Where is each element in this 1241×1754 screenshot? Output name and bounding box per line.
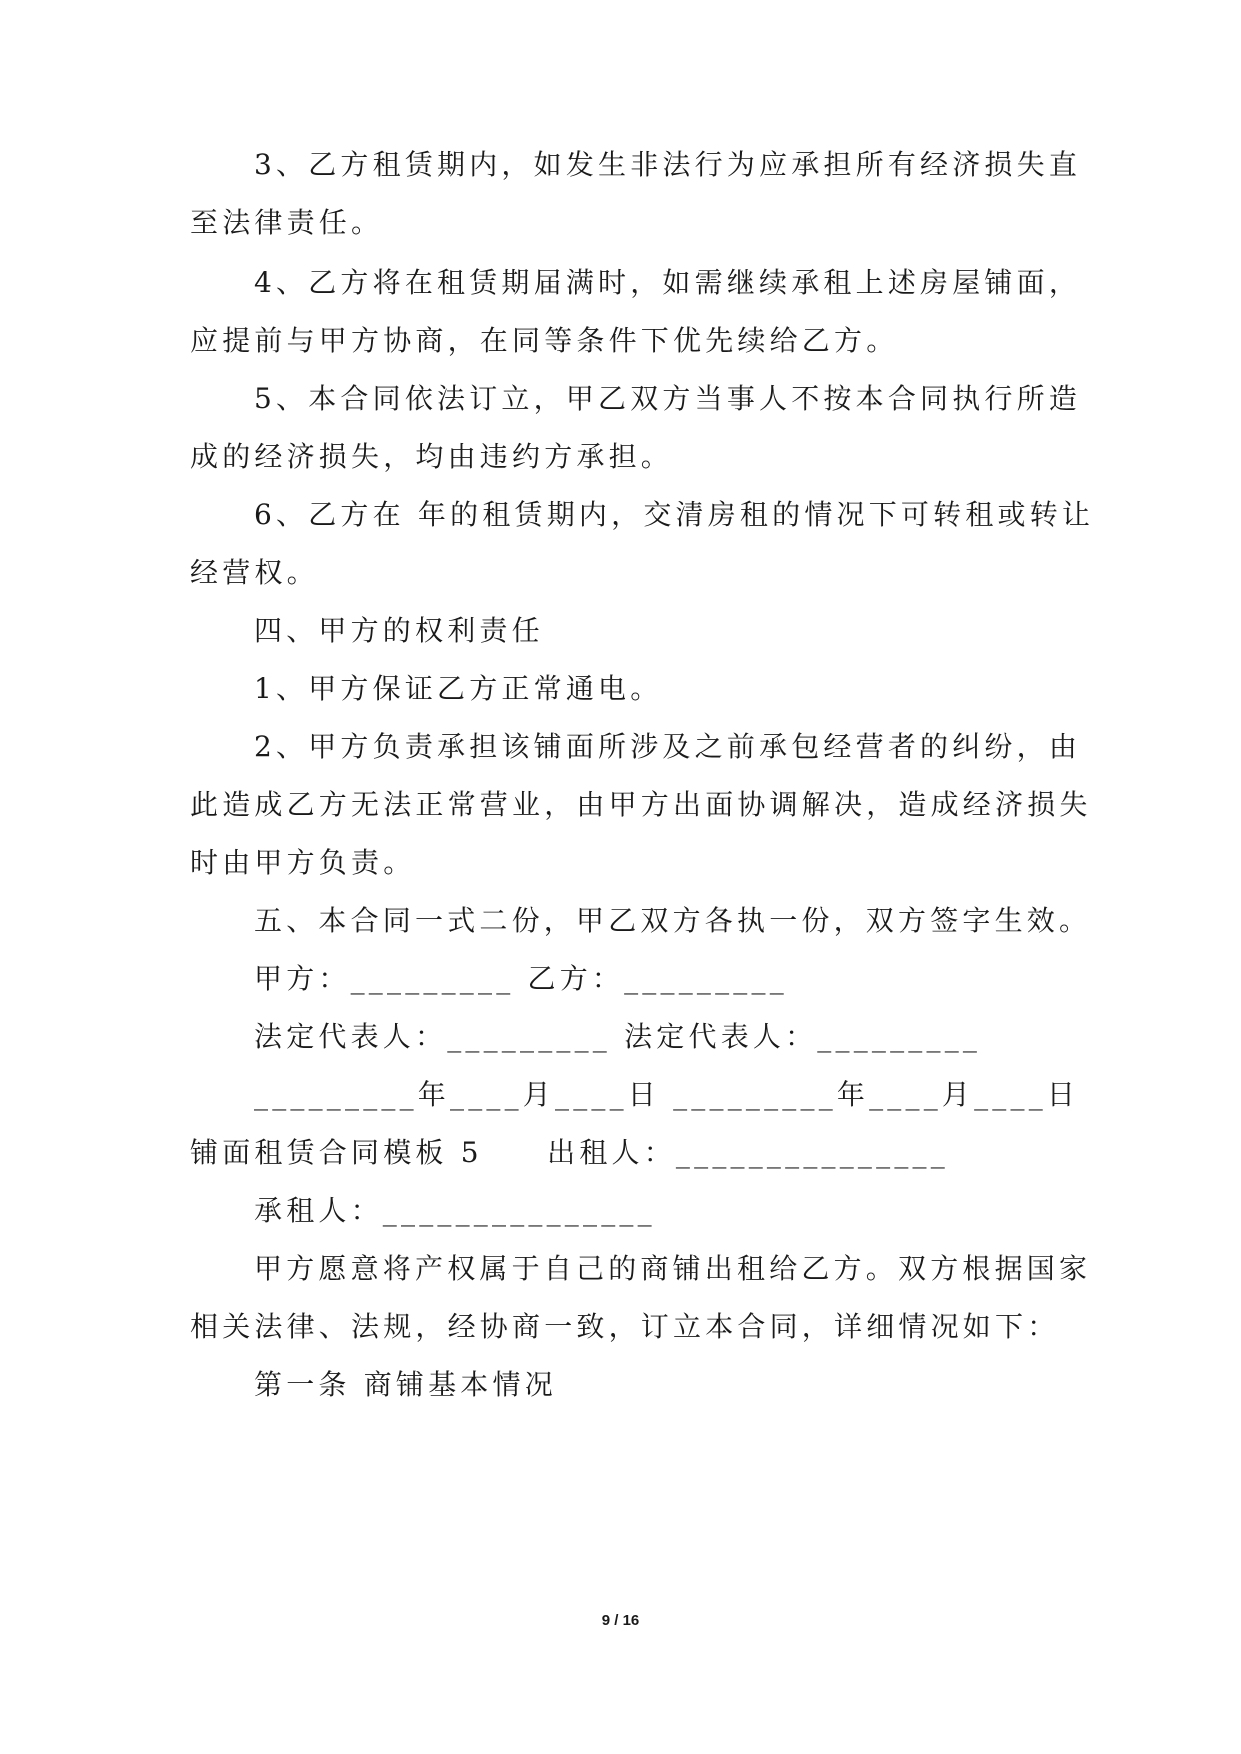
- paragraph-line: 五、本合同一式二份，甲乙双方各执一份，双方签字生效。: [254, 904, 1092, 937]
- date-line: _________年____月____日 _________年____月____日: [254, 1078, 1080, 1111]
- paragraph-line: 3、乙方租赁期内，如发生非法行为应承担所有经济损失直: [254, 148, 1082, 181]
- paragraph-line: 至法律责任。: [190, 206, 384, 239]
- paragraph-line: 4、乙方将在租赁期届满时，如需继续承租上述房屋铺面，: [254, 266, 1082, 299]
- paragraph-line: 6、乙方在 年的租赁期内，交清房租的情况下可转租或转让: [254, 498, 1095, 531]
- section-heading: 四、甲方的权利责任: [254, 614, 544, 647]
- paragraph-line: 相关法律、法规，经协商一致，订立本合同，详细情况如下：: [190, 1310, 1060, 1343]
- paragraph-line: 时由甲方负责。: [190, 846, 416, 879]
- paragraph-line: 成的经济损失，均由违约方承担。: [190, 440, 674, 473]
- template-title-line: 铺面租赁合同模板 5 出租人：_______________: [190, 1136, 949, 1169]
- paragraph-line: 甲方愿意将产权属于自己的商铺出租给乙方。双方根据国家: [254, 1252, 1092, 1285]
- signature-line: 甲方：_________ 乙方：_________: [254, 962, 788, 995]
- paragraph-line: 2、甲方负责承担该铺面所涉及之前承包经营者的纠纷，由: [254, 730, 1082, 763]
- signature-line: 承租人：_______________: [254, 1194, 656, 1227]
- paragraph-line: 经营权。: [190, 556, 319, 589]
- paragraph-line: 应提前与甲方协商，在同等条件下优先续给乙方。: [190, 324, 899, 357]
- signature-line: 法定代表人：_________ 法定代表人：_________: [254, 1020, 982, 1053]
- page-number: 9 / 16: [601, 1612, 640, 1629]
- section-heading: 第一条 商铺基本情况: [254, 1368, 557, 1401]
- paragraph-line: 1、甲方保证乙方正常通电。: [254, 672, 663, 705]
- paragraph-line: 此造成乙方无法正常营业，由甲方出面协调解决，造成经济损失: [190, 788, 1092, 821]
- paragraph-line: 5、本合同依法订立，甲乙双方当事人不按本合同执行所造: [254, 382, 1082, 415]
